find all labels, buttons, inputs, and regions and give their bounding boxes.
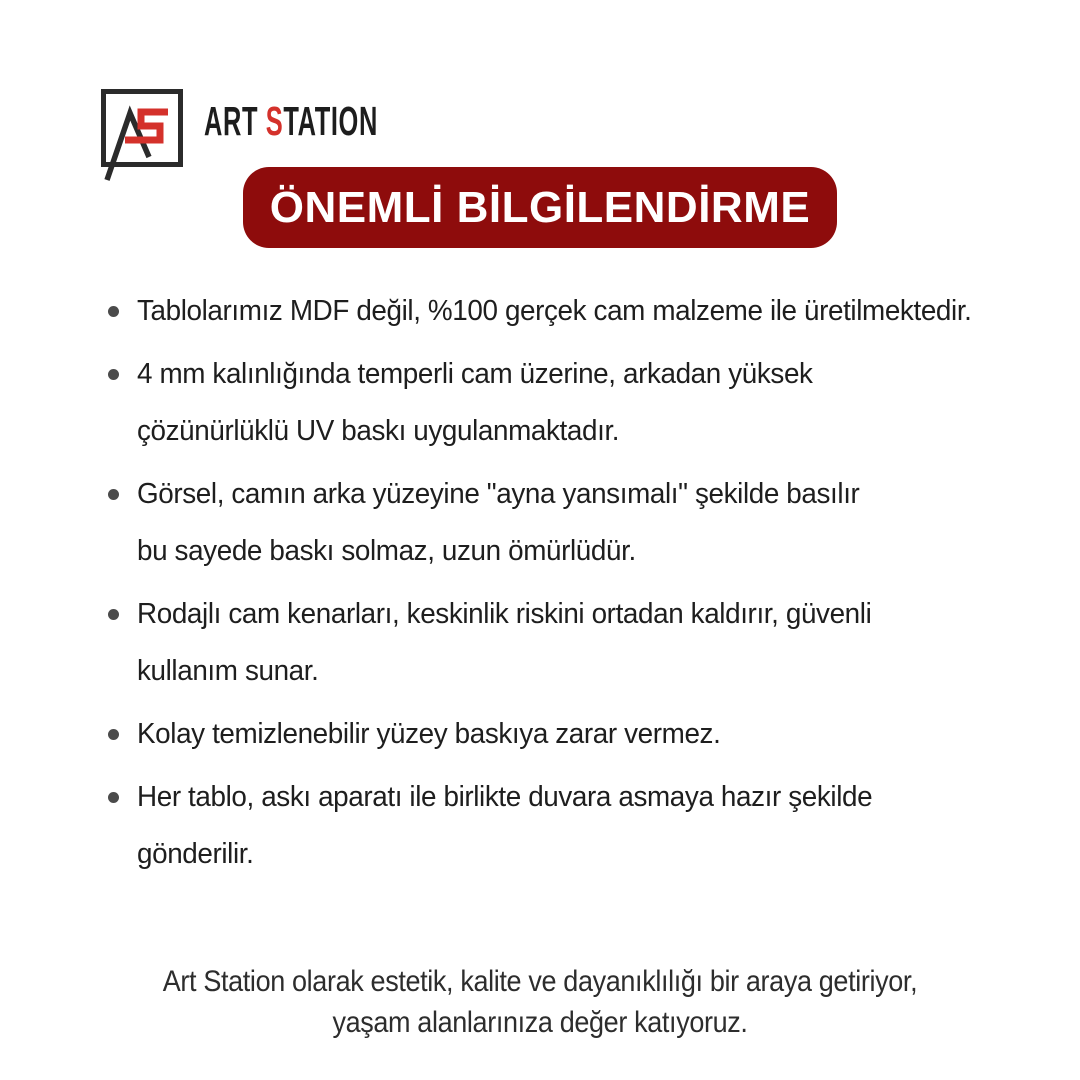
list-item <box>108 466 1058 580</box>
bullet-dot-icon <box>108 369 119 380</box>
brand-name-part2: TATION <box>283 98 378 144</box>
bullet-text <box>137 466 859 580</box>
list-item <box>108 706 1058 763</box>
footer-line: Art Station olarak estetik, kalite ve dayanıklılığı bir araya getiriyor, <box>162 965 918 998</box>
bullet-dot-icon <box>108 489 119 500</box>
bullet-line: Kolay temizlenebilir yüzey baskıya zarar vermez. <box>137 718 721 750</box>
bullet-text <box>137 706 720 763</box>
info-list <box>108 283 1058 889</box>
as-monogram-icon <box>97 83 192 188</box>
bullet-line: 4 mm kalınlığında temperli cam üzerine, arkadan yüksek <box>137 358 813 390</box>
bullet-line: kullanım sunar. <box>137 655 319 687</box>
bullet-line: gönderilir. <box>137 838 254 870</box>
brand-name-part1: ART <box>204 98 266 144</box>
bullet-line: Rodajlı cam kenarları, keskinlik riskini ortadan kaldırır, güvenli <box>137 598 872 630</box>
bullet-text <box>137 769 872 883</box>
bullet-line: Her tablo, askı aparatı ile birlikte duvara asmaya hazır şekilde <box>137 781 873 813</box>
bullet-line: Tablolarımız MDF değil, %100 gerçek cam malzeme ile üretilmektedir. <box>137 295 972 327</box>
banner-title: ÖNEMLİ BİLGİLENDİRME <box>269 182 811 232</box>
bullet-dot-icon <box>108 609 119 620</box>
bullet-dot-icon <box>108 792 119 803</box>
footer-line: yaşam alanlarınıza değer katıyoruz. <box>332 1006 748 1039</box>
important-info-banner <box>243 167 837 248</box>
footer-text <box>54 961 1026 1043</box>
list-item <box>108 586 1058 700</box>
bullet-text <box>137 346 813 460</box>
bullet-text <box>137 283 972 340</box>
bullet-text <box>137 586 871 700</box>
brand-name <box>204 98 378 145</box>
bullet-line: çözünürlüklü UV baskı uygulanmaktadır. <box>137 415 620 447</box>
list-item <box>108 283 1058 340</box>
list-item <box>108 346 1058 460</box>
bullet-dot-icon <box>108 306 119 317</box>
bullet-line: bu sayede baskı solmaz, uzun ömürlüdür. <box>137 535 636 567</box>
brand-name-accent: S <box>265 98 284 144</box>
bullet-dot-icon <box>108 729 119 740</box>
list-item <box>108 769 1058 883</box>
bullet-line: Görsel, camın arka yüzeyine "ayna yansımalı" şekilde basılır <box>137 478 860 510</box>
